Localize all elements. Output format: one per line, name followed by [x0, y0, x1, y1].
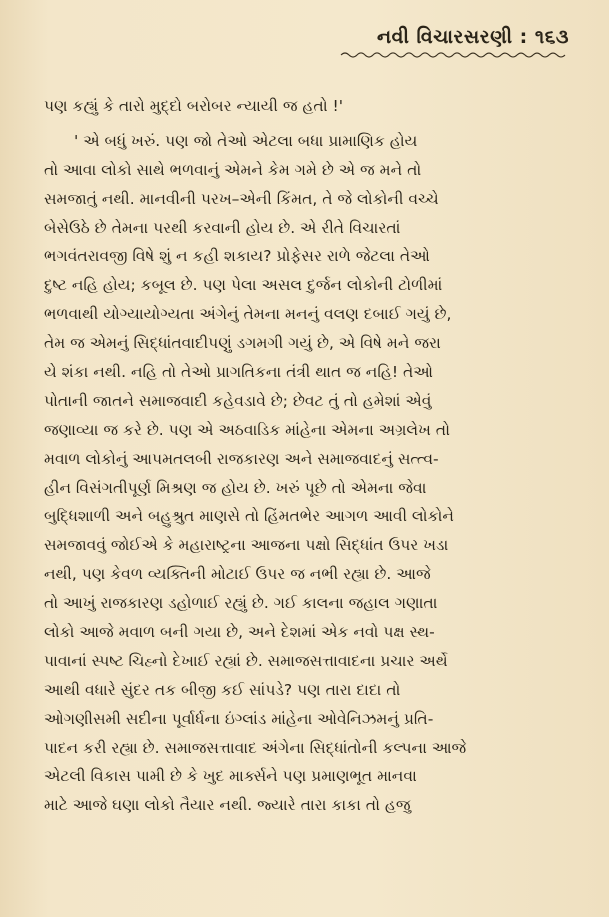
text-line: બેસેઉઠે છે તેમના પરથી કરવાની હોય છે. એ રીતે વિચારતાં — [44, 218, 401, 237]
text-line: પોતાની જાતને સમાજવાદી કહેવડાવે છે; છેવટ તું તો હમેશાં એવું — [44, 391, 432, 410]
text-line: મવાળ લોકોનું આપમતલબી રાજકારણ અને સમાજવાદનું સત્ત્વ- — [44, 449, 439, 468]
text-line: પાવાનાં સ્પષ્ટ ચિહ્નો દેખાઈ રહ્યાં છે. સમાજસત્તાવાદના પ્રચાર અર્થે — [44, 651, 448, 670]
text-line: પાદન કરી રહ્યા છે. સમાજસત્તાવાદ અંગેના સિદ્ધાંતોની કલ્પના આજે — [44, 738, 467, 757]
text-line: લોકો આજે મવાળ બની ગયા છે, અને દેશમાં એક નવો પક્ષ સ્થ- — [44, 623, 435, 642]
body-text — [44, 92, 573, 820]
text-line: એટલી વિકાસ પામી છે કે ખુદ માર્ક્સને પણ પ્રમાણભૂત માનવા — [44, 767, 417, 786]
text-line: ભળવાથી યોગ્યાયોગ્યતા અંગેનું તેમના મનનું વલણ દબાઈ ગયું છે, — [44, 305, 452, 324]
wavy-underline-ornament — [339, 50, 569, 60]
text-line: ઓગણીસમી સદીના પૂર્વાર્ધના ઇંગ્લાંડ માંહેના ઓવેનિઝમનું પ્રતિ- — [44, 709, 434, 728]
text-line: સમજાતું નથી. માનવીની પરખ–એની કિંમત, તે જે લોકોની વચ્ચે — [44, 189, 439, 208]
text-line: આથી વધારે સુંદર તક બીજી કઈ સાંપડે? પણ તારા દાદા તો — [44, 680, 401, 699]
text-line: ' એ બધું ખરું. પણ જો તેઓ એટલા બધા પ્રામાણિક હોય — [74, 131, 418, 150]
text-line: તો આવા લોકો સાથે ભળવાનું એમને કેમ ગમે છે એ જ મને તો — [44, 160, 422, 179]
text-line: દુષ્ટ નહિ હોય; કબૂલ છે. પણ પેલા અસલ દુર્જન લોકોની ટોળીમાં — [44, 276, 443, 295]
running-head-title-page-number: નવી વિચારસરણી : ૧૬૩ — [377, 26, 569, 48]
text-line: જણાવ્યા જ કરે છે. પણ એ અઠવાડિક માંહેના એમના અગ્રલેખ તો — [44, 420, 450, 439]
text-line: બુદ્ધિશાળી અને બહુશ્રુત માણસે તો હિંમતભેર આગળ આવી લોકોને — [44, 507, 454, 526]
text-line: યે શંકા નથી. નહિ તો તેઓ પ્રાગતિકના તંત્રી થાત જ નહિ! તેઓ — [44, 363, 433, 382]
text-line: હીન વિસંગતીપૂર્ણ મિશ્રણ જ હોય છે. ખરું પૂછે તો એમના જેવા — [44, 478, 427, 497]
text-line: ભગવંતરાવજી વિષે શું ન કહી શકાય? પ્રોફેસર રાળે જેટલા તેઓ — [44, 247, 430, 266]
text-line: તેમ જ એમનું સિદ્ધાંતવાદીપણું ડગમગી ગયું છે, એ વિષે મને જરા — [44, 334, 441, 353]
text-line: નથી, પણ કેવળ વ્યક્તિની મોટાઈ ઉપર જ નભી રહ્યા છે. આજે — [44, 565, 431, 584]
text-line: સમજાવવું જોઈએ કે મહારાષ્ટ્રના આજના પક્ષો સિદ્ધાંત ઉપર ખડા — [44, 536, 449, 555]
text-line: તો આખું રાજકારણ ડહોળાઈ રહ્યું છે. ગઈ કાલના જહાલ ગણાતા — [44, 594, 438, 613]
text-line: માટે આજે ઘણા લોકો તૈયાર નથી. જ્યારે તારા કાકા તો હજુ — [44, 796, 411, 815]
text-line-opening: પણ કહ્યું કે તારો મુદ્દો બરોબર ન્યાયી જ હતો !' — [44, 97, 343, 115]
page-header — [339, 26, 569, 60]
